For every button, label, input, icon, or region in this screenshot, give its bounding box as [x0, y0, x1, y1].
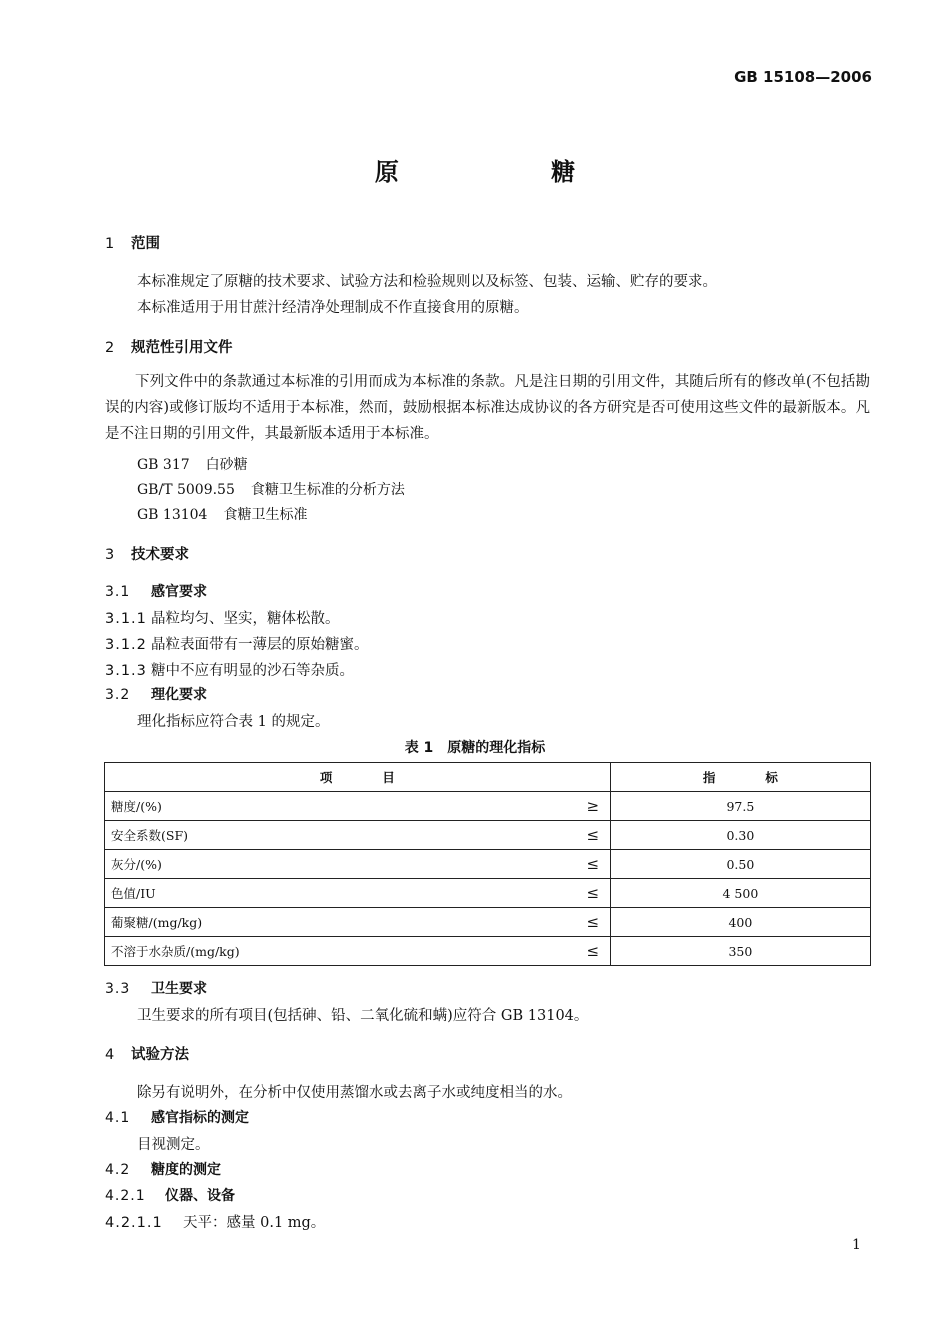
subsection-number: 4.1: [105, 1110, 131, 1126]
table-row: [105, 879, 871, 908]
cell-item: 灰分/(%): [105, 850, 576, 879]
section-title: 范围: [131, 236, 160, 252]
subsection-4-1-text: 目视测定。: [137, 1137, 210, 1153]
subsection-title: 理化要求: [151, 687, 207, 703]
subsection-3-3-text: 卫生要求的所有项目(包括砷、铅、二氧化硫和螨)应符合 GB 13104。: [137, 1008, 589, 1024]
subsection-3-2-text: 理化指标应符合表 1 的规定。: [137, 714, 330, 730]
subsection-title: 卫生要求: [151, 981, 207, 997]
reference-name: 食糖卫生标准的分析方法: [250, 482, 405, 498]
page-number: 1: [852, 1237, 861, 1253]
section-1-paragraph-1: 本标准规定了原糖的技术要求、试验方法和检验规则以及标签、包装、运输、贮存的要求。: [137, 274, 717, 290]
cell-value: 0.30: [610, 821, 870, 850]
table-row: [105, 908, 871, 937]
cell-operator: ≤: [576, 908, 611, 937]
reference-code: GB 13104: [137, 507, 208, 523]
clause-4-2-1-1: [105, 1211, 325, 1232]
cell-operator: ≤: [576, 937, 611, 966]
cell-operator: ≤: [576, 821, 611, 850]
clause-item: [105, 607, 340, 628]
subsection-number: 4.2.1: [105, 1188, 146, 1204]
page-title: 原 糖: [374, 158, 648, 186]
subsection-3-2-heading: [105, 684, 207, 704]
section-title: 试验方法: [131, 1047, 189, 1063]
subsection-title: 感官要求: [151, 584, 207, 600]
table-row: [105, 821, 871, 850]
cell-item: 糖度/(%): [105, 792, 576, 821]
subsection-3-3-heading: [105, 978, 207, 998]
clause-text: 天平：感量 0.1 mg。: [183, 1215, 326, 1231]
table-header-row: [105, 763, 871, 792]
subsection-title: 仪器、设备: [165, 1188, 235, 1204]
section-number: 3: [105, 547, 115, 563]
clause-text: 晶粒表面带有一薄层的原始糖蜜。: [151, 637, 369, 653]
clause-number: 4.2.1.1: [105, 1215, 163, 1231]
subsection-number: 3.2: [105, 687, 131, 703]
cell-item: 安全系数(SF): [105, 821, 576, 850]
clause-text: 糖中不应有明显的沙石等杂质。: [151, 663, 354, 679]
table-caption: 表 1 原糖的理化指标: [404, 740, 546, 756]
section-number: 2: [105, 340, 115, 356]
cell-value: 4 500: [610, 879, 870, 908]
subsection-title: 感官指标的测定: [151, 1110, 249, 1126]
subsection-4-2-1-heading: [105, 1185, 235, 1205]
clause-text: 晶粒均匀、坚实，糖体松散。: [151, 611, 340, 627]
table-row: [105, 850, 871, 879]
section-1-paragraph-2: 本标准适用于用甘蔗汁经清净处理制成不作直接食用的原糖。: [137, 300, 529, 316]
cell-item: 葡聚糖/(mg/kg): [105, 908, 576, 937]
subsection-4-1-heading: [105, 1107, 249, 1127]
cell-item: 不溶于水杂质/(mg/kg): [105, 937, 576, 966]
subsection-number: 3.3: [105, 981, 131, 997]
subsection-4-2-heading: [105, 1159, 221, 1179]
clause-number: 3.1.1: [105, 611, 147, 627]
reference-name: 食糖卫生标准: [223, 507, 308, 523]
clause-item: [105, 633, 369, 654]
standard-number: GB 15108—2006: [734, 68, 872, 86]
subsection-3-1-heading: [105, 581, 207, 601]
table-row: [105, 937, 871, 966]
reference-item: [137, 504, 307, 524]
section-1-heading: [105, 232, 160, 253]
cell-value: 0.50: [610, 850, 870, 879]
clause-item: [105, 659, 354, 680]
cell-value: 400: [610, 908, 870, 937]
reference-code: GB/T 5009.55: [137, 482, 235, 498]
section-3-heading: [105, 543, 189, 564]
column-header-item: 项目: [105, 763, 611, 792]
column-header-value: 指标: [610, 763, 870, 792]
section-2-heading: [105, 336, 233, 357]
table-row: [105, 792, 871, 821]
subsection-title: 糖度的测定: [151, 1162, 221, 1178]
cell-operator: ≤: [576, 850, 611, 879]
cell-item: 色值/IU: [105, 879, 576, 908]
section-number: 1: [105, 236, 115, 252]
cell-operator: ≤: [576, 879, 611, 908]
table-physicochemical-indicators: [104, 762, 871, 966]
cell-value: 97.5: [610, 792, 870, 821]
reference-item: [137, 479, 405, 499]
subsection-number: 4.2: [105, 1162, 131, 1178]
cell-value: 350: [610, 937, 870, 966]
reference-code: GB 317: [137, 457, 190, 473]
section-title: 规范性引用文件: [131, 340, 233, 356]
clause-number: 3.1.3: [105, 663, 147, 679]
subsection-number: 3.1: [105, 584, 131, 600]
clause-number: 3.1.2: [105, 637, 147, 653]
reference-name: 白砂糖: [205, 457, 248, 473]
reference-item: [137, 454, 248, 474]
cell-operator: ≥: [576, 792, 611, 821]
section-number: 4: [105, 1047, 115, 1063]
section-title: 技术要求: [131, 547, 189, 563]
section-2-paragraph: 下列文件中的条款通过本标准的引用而成为本标准的条款。凡是注日期的引用文件，其随后所有的修改单(不包括勘误的内容)或修订版均不适用于本标准，然而，鼓励根据本标准达成协议的各方研究是否可使用这些文件的最新版本。凡是不注日期的引用文件，其最新版本适用于本标准。: [105, 374, 870, 442]
section-4-heading: [105, 1043, 189, 1064]
section-4-paragraph: 除另有说明外，在分析中仅使用蒸馏水或去离子水或纯度相当的水。: [137, 1085, 572, 1101]
